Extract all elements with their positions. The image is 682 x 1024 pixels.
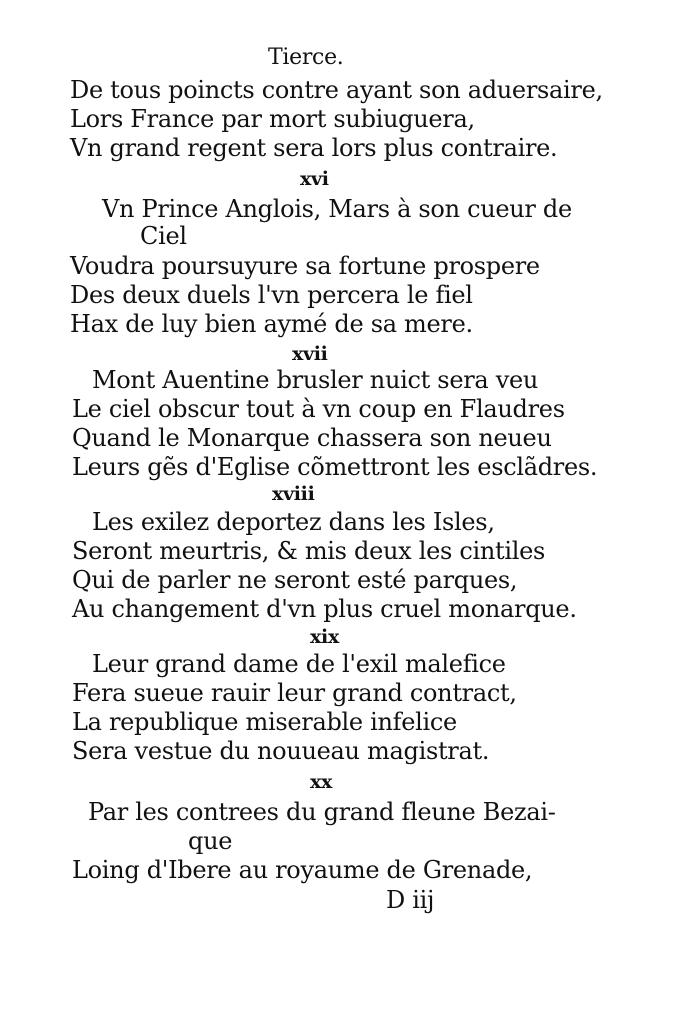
- verse-line: Leurs gẽs d'Eglise cõmettront les esclãdres.: [72, 453, 598, 481]
- quatrain-number: xx: [310, 771, 333, 793]
- verse-line: Quand le Monarque chassera son neueu: [72, 424, 552, 452]
- verse-line: Fera sueue rauir leur grand contract,: [72, 679, 517, 707]
- verse-line: Le ciel obscur tout à vn coup en Flaudres: [72, 395, 565, 423]
- signature-mark: D iij: [386, 886, 435, 914]
- verse-line: Mont Auentine brusler nuict sera veu: [92, 366, 539, 394]
- quatrain-number: xvii: [292, 343, 328, 365]
- verse-line: Qui de parler ne seront esté parques,: [72, 566, 518, 594]
- verse-line: Voudra poursuyure sa fortune prospere: [70, 252, 540, 280]
- verse-line: Les exilez deportez dans les Isles,: [92, 508, 495, 536]
- verse-line: La republique miserable infelice: [72, 708, 457, 736]
- verse-line: Lors France par mort subiuguera,: [70, 105, 475, 133]
- verse-line: Des deux duels l'vn percera le fiel: [70, 281, 473, 309]
- verse-line: Loing d'Ibere au royaume de Grenade,: [72, 856, 533, 884]
- verse-line: Au changement d'vn plus cruel monarque.: [72, 595, 577, 623]
- verse-line: Par les contrees du grand fleune Bezai-: [88, 798, 556, 826]
- verse-line: Vn Prince Anglois, Mars à son cueur de: [102, 195, 572, 223]
- verse-line: Seront meurtris, & mis deux les cintiles: [72, 537, 546, 565]
- verse-line: De tous poincts contre ayant son aduersaire,: [70, 76, 603, 104]
- verse-line: Leur grand dame de l'exil malefice: [92, 650, 506, 678]
- verse-line: Ciel: [140, 222, 187, 250]
- running-head: Tierce.: [268, 45, 344, 70]
- quatrain-number: xix: [310, 626, 339, 648]
- verse-line: Sera vestue du nouueau magistrat.: [72, 737, 490, 765]
- verse-line: Hax de luy bien aymé de sa mere.: [70, 310, 473, 338]
- quatrain-number: xvi: [300, 168, 329, 190]
- verse-line: que: [188, 827, 233, 855]
- quatrain-number: xviii: [272, 483, 315, 505]
- verse-line: Vn grand regent sera lors plus contraire.: [70, 134, 558, 162]
